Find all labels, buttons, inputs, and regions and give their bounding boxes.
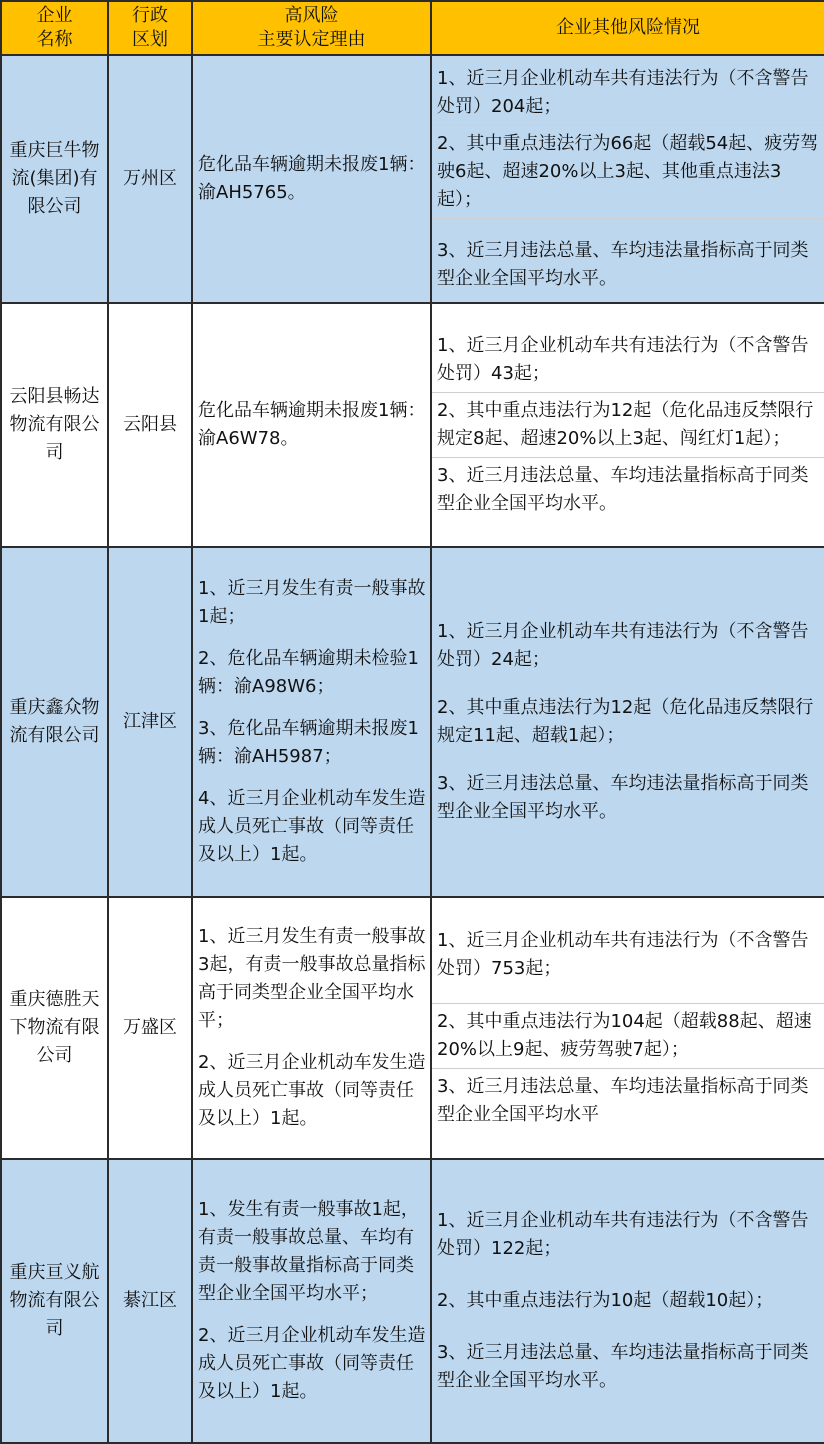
reason-text: 2、近三月企业机动车发生造成人员死亡事故（同等责任及以上）1起。 <box>198 1325 426 1402</box>
other-risk-item: 3、近三月违法总量、车均违法量指标高于同类型企业全国平均水平。 <box>437 773 809 822</box>
other-risk-item: 1、近三月企业机动车共有违法行为（不含警告处罚）122起； <box>437 1210 809 1259</box>
enterprise-name-cell: 重庆德胜天下物流有限公司 <box>1 897 108 1159</box>
other-risk-item: 2、其中重点违法行为12起（危化品违反禁限行规定11起、超载1起）； <box>437 697 814 746</box>
other-risk-item: 1、近三月企业机动车共有违法行为（不含警告处罚）43起； <box>437 335 809 384</box>
district-cell: 万盛区 <box>108 897 192 1159</box>
table-row <box>1 897 824 1159</box>
reason-text: 1、近三月发生有责一般事故1起； <box>198 578 426 627</box>
other-risk-item: 2、其中重点违法行为12起（危化品违反禁限行规定8起、超速20%以上3起、闯红灯1起）； <box>432 392 824 457</box>
reason-cell <box>192 1159 431 1443</box>
other-risk-item: 2、其中重点违法行为66起（超载54起、疲劳驾驶6起、超速20%以上3起、其他重点违法3起）； <box>432 125 824 218</box>
reason-text: 1、近三月发生有责一般事故3起，有责一般事故总量指标高于同类型企业全国平均水平； <box>198 926 426 1031</box>
other-risks-cell <box>431 897 824 1159</box>
district-cell: 綦江区 <box>108 1159 192 1443</box>
reason-text: 2、危化品车辆逾期未检验1辆：渝A98W6； <box>198 648 419 697</box>
other-risk-item: 3、近三月违法总量、车均违法量指标高于同类型企业全国平均水平。 <box>432 218 824 297</box>
enterprise-name-cell: 重庆巨牛物流(集团)有限公司 <box>1 55 108 303</box>
enterprise-name-cell: 重庆亘义航物流有限公司 <box>1 1159 108 1443</box>
other-risk-item: 3、近三月违法总量、车均违法量指标高于同类型企业全国平均水平 <box>432 1068 824 1133</box>
table-row <box>1 1159 824 1443</box>
other-risks-cell <box>431 547 824 897</box>
table-row <box>1 55 824 303</box>
reason-text: 3、危化品车辆逾期未报废1辆：渝AH5987； <box>198 718 419 767</box>
reason-cell <box>192 55 431 303</box>
table-header-row <box>1 1 824 55</box>
enterprise-name-cell: 云阳县畅达物流有限公司 <box>1 303 108 547</box>
other-risk-item: 3、近三月违法总量、车均违法量指标高于同类型企业全国平均水平。 <box>432 457 824 522</box>
reason-text: 2、近三月企业机动车发生造成人员死亡事故（同等责任及以上）1起。 <box>198 1052 426 1129</box>
other-risk-item: 1、近三月企业机动车共有违法行为（不含警告处罚）753起； <box>437 930 809 979</box>
table-row <box>1 547 824 897</box>
other-risks-cell <box>431 303 824 547</box>
header-enterprise-name: 企业 名称 <box>1 1 108 55</box>
other-risk-item: 2、其中重点违法行为10起（超载10起）； <box>437 1290 774 1311</box>
reason-text: 危化品车辆逾期未报废1辆：渝AH5765。 <box>198 154 426 203</box>
district-cell: 江津区 <box>108 547 192 897</box>
other-risks-cell <box>431 55 824 303</box>
other-risk-item: 1、近三月企业机动车共有违法行为（不含警告处罚）24起； <box>437 621 809 670</box>
reason-cell <box>192 547 431 897</box>
table-row <box>1 303 824 547</box>
other-risk-item: 2、其中重点违法行为104起（超载88起、超速20%以上9起、疲劳驾驶7起）； <box>432 1003 824 1068</box>
district-cell: 万州区 <box>108 55 192 303</box>
header-other-risks: 企业其他风险情况 <box>431 1 824 55</box>
reason-text: 1、发生有责一般事故1起，有责一般事故总量、车均有责一般事故量指标高于同类型企业全国平均水平； <box>198 1199 419 1304</box>
other-risk-item: 1、近三月企业机动车共有违法行为（不含警告处罚）204起； <box>437 68 809 117</box>
reason-cell <box>192 303 431 547</box>
header-high-risk-reason: 高风险 主要认定理由 <box>192 1 431 55</box>
enterprise-name-cell: 重庆鑫众物流有限公司 <box>1 547 108 897</box>
reason-text: 危化品车辆逾期未报废1辆：渝A6W78。 <box>198 400 426 449</box>
other-risk-item: 3、近三月违法总量、车均违法量指标高于同类型企业全国平均水平。 <box>437 1342 809 1391</box>
district-cell: 云阳县 <box>108 303 192 547</box>
other-risks-cell <box>431 1159 824 1443</box>
reason-cell <box>192 897 431 1159</box>
header-district: 行政 区划 <box>108 1 192 55</box>
reason-text: 4、近三月企业机动车发生造成人员死亡事故（同等责任及以上）1起。 <box>198 788 426 865</box>
